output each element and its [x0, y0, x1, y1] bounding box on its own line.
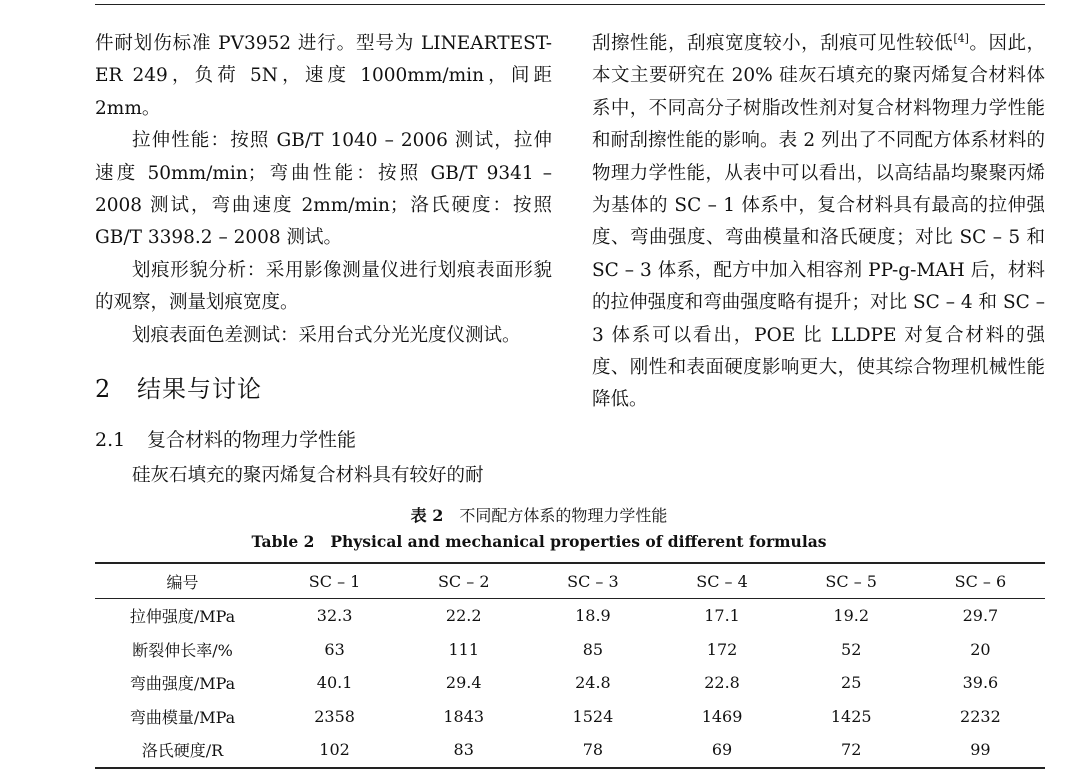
header-cell: SC – 1: [308, 571, 361, 591]
paragraph: 划痕表面色差测试：采用台式分光光度仪测试。: [132, 324, 521, 346]
row-label: 弯曲模量/MPa: [129, 707, 236, 727]
table-row: [95, 599, 1045, 633]
table-cell: 29.7: [962, 606, 999, 626]
paragraph: 硅灰石填充的聚丙烯复合材料具有较好的耐: [132, 465, 484, 487]
table-cell: 2232: [960, 706, 1001, 726]
table-cell: 20: [970, 639, 991, 659]
right-column: [592, 28, 1045, 417]
header-cell: SC – 5: [825, 571, 877, 591]
table-caption-en: [0, 532, 1078, 551]
table-cell: 83: [453, 740, 474, 760]
table-cell: 102: [319, 740, 350, 760]
table-cell: 40.1: [316, 673, 353, 693]
section-number: 2: [95, 375, 112, 404]
subsection-title: 复合材料的物理力学性能: [147, 429, 357, 452]
table-cell: 29.4: [445, 673, 482, 693]
table-cell: 32.3: [316, 606, 353, 626]
table-row: [95, 700, 1045, 734]
table-row: [95, 633, 1045, 667]
header-cell: 编号: [166, 572, 199, 592]
section-heading: [95, 372, 552, 406]
table-cell: 22.8: [704, 673, 740, 693]
top-rule: [95, 4, 1045, 5]
table-label-cn: 表 2: [410, 506, 444, 525]
table-caption-cn: [0, 503, 1078, 526]
left-column: [95, 28, 552, 492]
row-label: 拉伸强度/MPa: [129, 607, 236, 627]
paragraph: 划痕形貌分析：采用影像测量仪进行划痕表面形貌的观察，测量划痕宽度。: [95, 259, 552, 314]
paragraph: 件耐划伤标准 PV3952 进行。型号为 LINEARTEST-ER 249，负荷 5N，速度 1000mm/min，间距 2mm。: [95, 33, 552, 119]
table-row: [95, 733, 1045, 768]
subsection-number: 2.1: [95, 429, 126, 452]
row-label: 弯曲强度/MPa: [129, 674, 236, 694]
table-cell: 18.9: [575, 606, 611, 626]
paragraph-text: 刮擦性能，刮痕宽度较小，刮痕可见性较低: [592, 33, 954, 54]
paragraph-text: 。因此，本文主要研究在 20% 硅灰石填充的聚丙烯复合材料体系中，不同高分子树脂改性剂对复合材料物理力学性能和耐刮擦性能的影响。表 2 列出了不同配方体系材料的物理力学性能，从表中可以看出，以高结晶均聚聚丙烯为基体的 SC – 1 体系中，复合材料具有最高的拉伸强度、弯曲强度、弯曲模量和洛氏硬度；对比 SC – 5 和 SC – 3 体系，配方中加入相容剂 PP-g-MAH 后，材料的拉伸强度和弯曲强度略有提升；对比 SC – 4 和 SC – 3 体系可以看出，POE 比 LLDPE 对复合材料的强度、刚性和表面硬度影响更大，使其综合物理机械性能降低。: [592, 33, 1045, 411]
table-title-cn: 不同配方体系的物理力学性能: [459, 506, 668, 525]
properties-table: [95, 562, 1045, 769]
table-cell: 69: [711, 740, 733, 760]
table-cell: 17.1: [704, 606, 740, 626]
paragraph: [592, 28, 1045, 417]
table-cell: 1843: [443, 706, 485, 726]
table-cell: 52: [841, 639, 862, 659]
citation[interactable]: [4]: [953, 31, 969, 45]
table-cell: 78: [582, 740, 604, 760]
header-cell: SC – 6: [954, 571, 1007, 591]
paragraph: 拉伸性能：按照 GB/T 1040 – 2006 测试，拉伸速度 50mm/min；弯曲性能：按照 GB/T 9341 – 2008 测试，弯曲速度 2mm/min；洛氏硬度：按照 GB/T 3398.2 – 2008 测试。: [95, 130, 552, 249]
header-cell: SC – 4: [696, 571, 748, 591]
table-cell: 1524: [572, 706, 614, 726]
table-cell: 22.2: [445, 606, 482, 626]
table-cell: 1425: [830, 706, 872, 726]
table-row: [95, 666, 1045, 700]
table-label-en: Table 2: [251, 532, 315, 551]
table-cell: 39.6: [962, 673, 999, 693]
table-cell: 172: [706, 639, 738, 659]
table-cell: 63: [324, 639, 345, 659]
row-label: 洛氏硬度/R: [141, 741, 224, 761]
header-cell: SC – 3: [567, 571, 619, 591]
table-cell: 24.8: [575, 673, 611, 693]
section-title: 结果与讨论: [137, 375, 262, 404]
table-cell: 25: [841, 673, 862, 693]
table-cell: 99: [970, 740, 991, 760]
table-cell: 1469: [701, 706, 743, 726]
table-cell: 111: [448, 639, 479, 659]
table-cell: 85: [582, 639, 604, 659]
subsection-heading: [95, 424, 552, 456]
row-label: 断裂伸长率/%: [132, 640, 233, 660]
table-title-en: Physical and mechanical properties of different formulas: [330, 532, 827, 551]
table-header-row: [95, 563, 1045, 599]
header-cell: SC – 2: [437, 571, 490, 591]
table-cell: 2358: [314, 706, 355, 726]
table-cell: 19.2: [833, 606, 870, 626]
table-cell: 72: [841, 740, 862, 760]
